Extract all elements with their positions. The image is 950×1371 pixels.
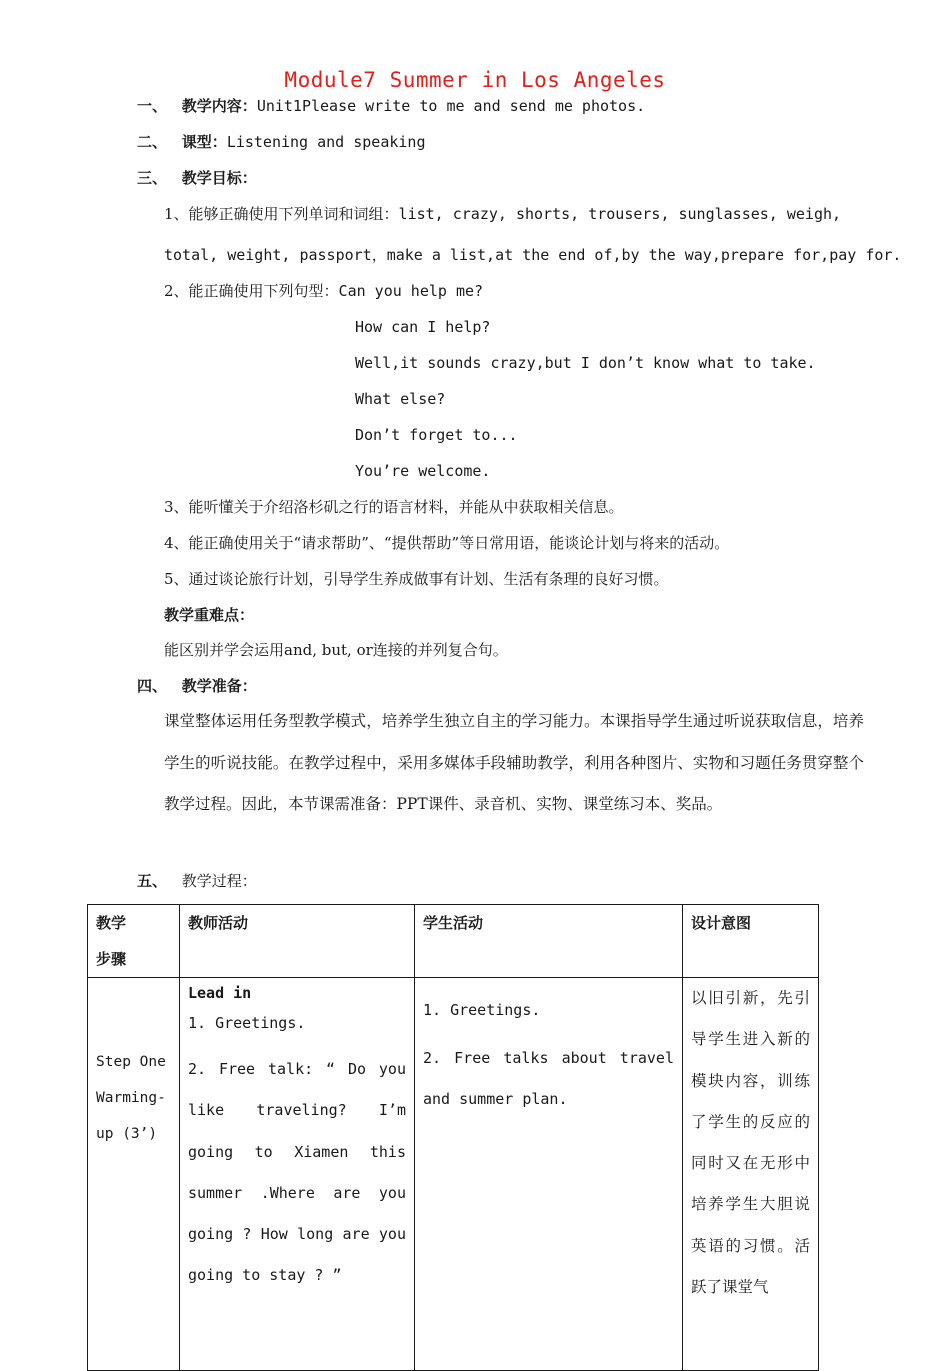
section-4 <box>137 676 257 696</box>
section-5 <box>137 871 257 891</box>
student-activity-cell <box>415 978 683 1371</box>
section-2-number: 二、 <box>137 133 168 151</box>
step-cell <box>88 978 180 1371</box>
section-3-number: 三、 <box>137 169 168 187</box>
document-title: Module7 Summer in Los Angeles <box>284 68 666 92</box>
objective-1-line-2: total, weight, passport，make a list,at the end of,by the way,prepare for,pay for. <box>164 246 902 264</box>
student-line-1: 1. Greetings. <box>423 1001 541 1019</box>
teacher-activity-cell <box>180 978 415 1371</box>
key-points-text: 能区别并学会运用and, but, or连接的并列复合句。 <box>164 641 508 659</box>
key-points-label: 教学重难点： <box>164 606 255 624</box>
section-4-label: 教学准备： <box>181 677 257 695</box>
objective-2-sentence-2: How can I help? <box>355 318 491 336</box>
header-step <box>88 905 180 978</box>
section-5-label: 教学过程： <box>181 872 257 890</box>
objective-2-sentence-5: Don’t forget to... <box>355 426 518 444</box>
step-line-2: Warming- <box>96 1090 166 1106</box>
section-1-text: Unit1Please write to me and send me photos. <box>256 97 646 115</box>
objective-2 <box>164 281 483 301</box>
header-student: 学生活动 <box>415 905 683 978</box>
header-step-line-1: 教学 <box>96 914 127 932</box>
design-intent-text: 以旧引新，先引导学生进入新的模块内容，训练了学生的反应的同时又在无形中培养学生大胆说英语的习惯。活跃了课堂气 <box>691 989 810 1297</box>
design-intent-cell <box>683 978 819 1371</box>
teacher-title: Lead in <box>188 984 252 1002</box>
step-line-1: Step One <box>96 1054 166 1070</box>
section-1 <box>137 96 645 116</box>
header-teacher: 教师活动 <box>180 905 415 978</box>
objective-2-sentence-6: You’re welcome. <box>355 462 491 480</box>
table-row <box>88 978 819 1371</box>
teaching-process-table <box>87 904 819 1371</box>
objective-4: 4、能正确使用关于“请求帮助”、“提供帮助”等日常用语，能谈论计划与将来的活动。 <box>164 534 730 552</box>
section-4-number: 四、 <box>137 677 168 695</box>
objective-2-prefix: 2、能正确使用下列句型： <box>164 282 339 300</box>
teacher-line-1: 1. Greetings. <box>188 1014 306 1032</box>
section-2-text: Listening and speaking <box>226 133 426 151</box>
header-design: 设计意图 <box>683 905 819 978</box>
section-3-label: 教学目标： <box>181 169 257 187</box>
objective-1-prefix: 1、能够正确使用下列单词和词组： <box>164 205 399 223</box>
section-5-number: 五、 <box>137 872 168 890</box>
header-step-line-2: 步骤 <box>96 950 127 968</box>
table-header-row <box>88 905 819 978</box>
section-2 <box>137 132 426 152</box>
section-1-label: 教学内容： <box>181 97 257 115</box>
section-2-label: 课型： <box>181 133 227 151</box>
preparation-paragraph: 课堂整体运用任务型教学模式，培养学生独立自主的学习能力。本课指导学生通过听说获取信息，培养学生的听说技能。在教学过程中，采用多媒体手段辅助教学，利用各种图片、实物和习题任务贯穿整个教学过程。因此，本节课需准备：PPT课件、录音机、实物、课堂练习本、奖品。 <box>164 712 864 813</box>
step-line-3: up (3’) <box>96 1126 158 1142</box>
teacher-line-2: 2. Free talk: “ Do you like traveling? I’m going to Xiamen this summer .Where are you going ? How long are you going to stay ? ” <box>188 1060 406 1285</box>
section-3 <box>137 168 257 188</box>
objective-1-words: list, crazy, shorts, trousers, sunglasses, weigh, <box>398 205 842 223</box>
objective-2-sentence-4: What else? <box>355 390 446 408</box>
objective-2-sentence-3: Well,it sounds crazy,but I don’t know what to take. <box>355 354 816 372</box>
objective-1 <box>164 204 841 224</box>
objective-5: 5、通过谈论旅行计划，引导学生养成做事有计划、生活有条理的良好习惯。 <box>164 570 669 588</box>
objective-2-sentence-1: Can you help me? <box>338 282 484 300</box>
student-line-2: 2. Free talks about travel and summer plan. <box>423 1049 674 1109</box>
objective-3: 3、能听懂关于介绍洛杉矶之行的语言材料，并能从中获取相关信息。 <box>164 498 624 516</box>
section-1-number: 一、 <box>137 97 168 115</box>
